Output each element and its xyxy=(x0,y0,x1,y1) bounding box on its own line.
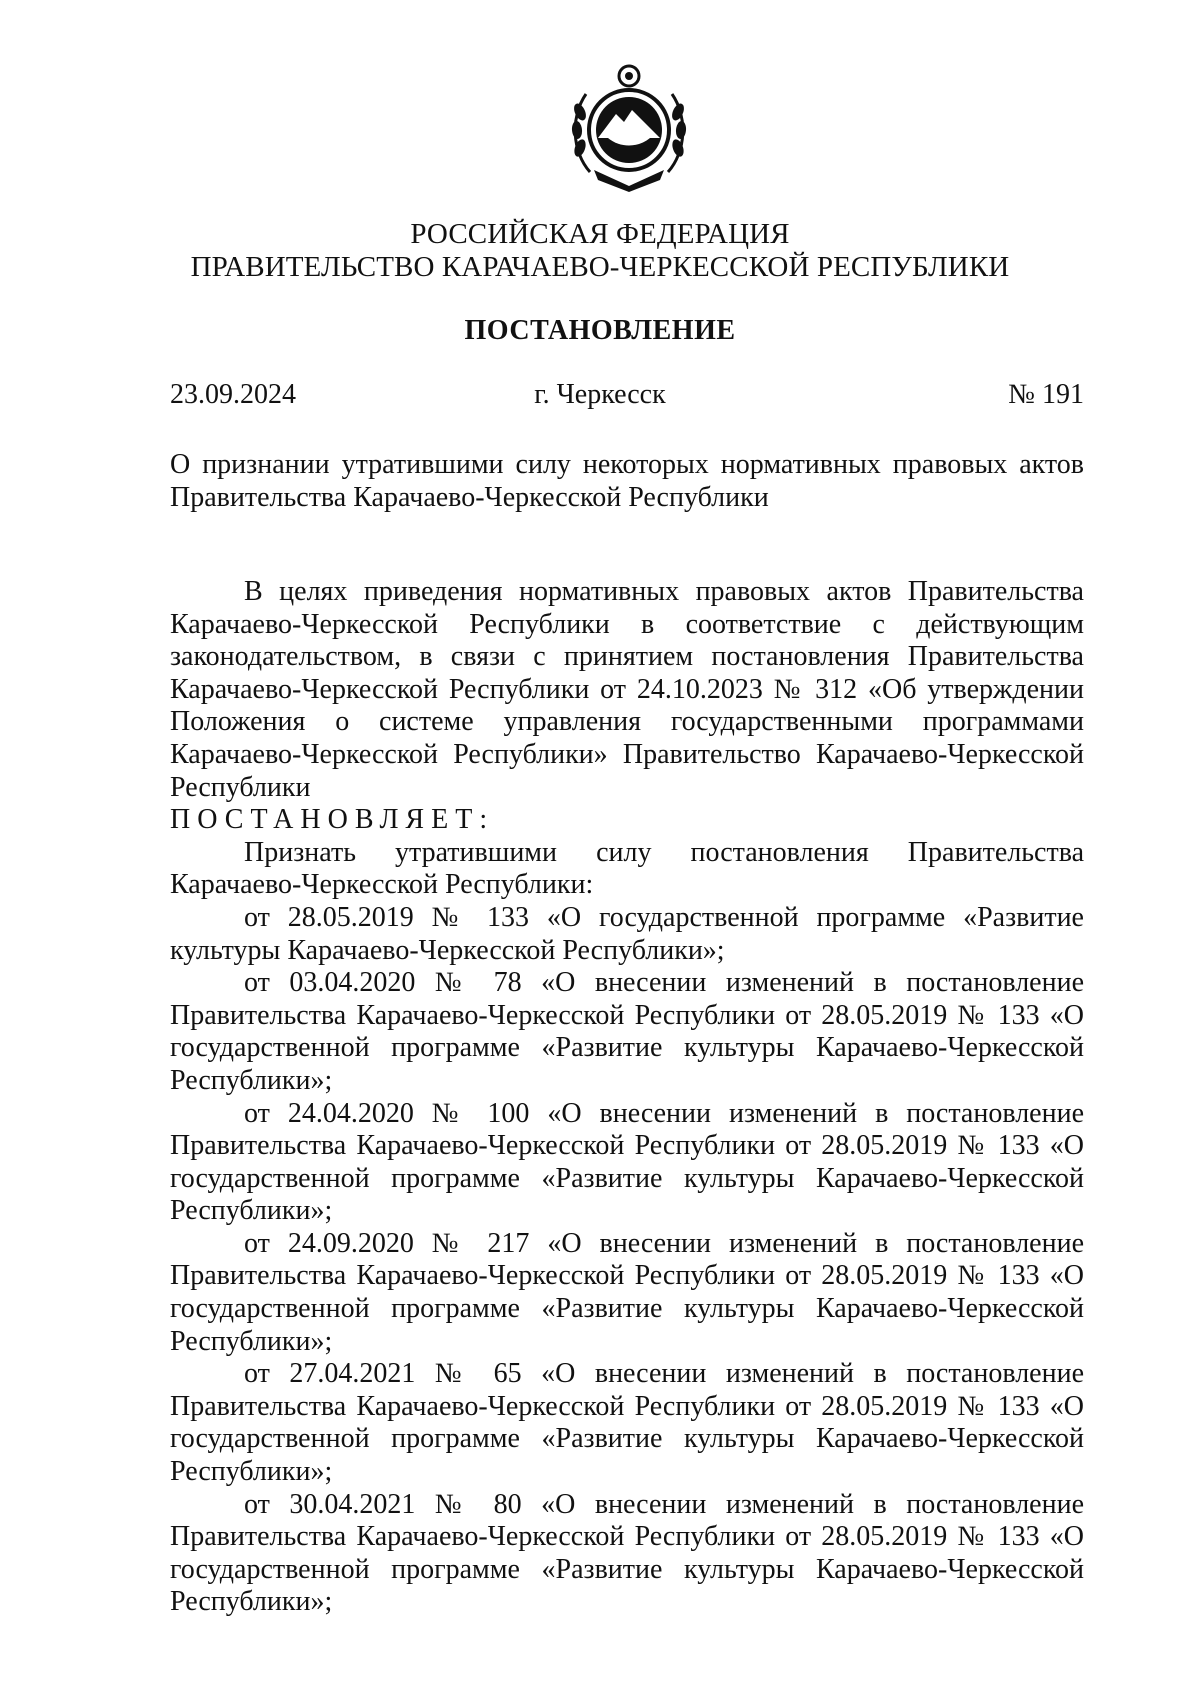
document-city: г. Черкесск xyxy=(534,379,666,410)
list-item: от 30.04.2021 № 80 «О внесении изменений в постановление Правительства Карачаево-Черкесской Республики от 28.05.2019 № 133 «О государственной программе «Развитие культуры Карачаево-Черкесской Республики»; xyxy=(170,1488,1084,1618)
coat-of-arms-icon xyxy=(568,62,690,192)
list-item: от 03.04.2020 № 78 «О внесении изменений в постановление Правительства Карачаево-Черкесской Республики от 28.05.2019 № 133 «О государственной программе «Развитие культуры Карачаево-Черкесской Республики»; xyxy=(170,967,1084,1096)
document-type-heading: ПОСТАНОВЛЕНИЕ xyxy=(464,315,736,346)
list-item: от 28.05.2019 № 133 «О государственной программе «Развитие культуры Карачаево-Черкесской Республики»; xyxy=(170,901,1084,966)
document-body xyxy=(170,576,1084,1619)
document-title: О признании утратившими силу некоторых нормативных правовых актов Правительства Карачаево-Черкесской Республики xyxy=(170,449,1084,513)
document-number: № 191 xyxy=(1008,379,1084,410)
list-item: от 24.09.2020 № 217 «О внесении изменений в постановление Правительства Карачаево-Черкесской Республики от 28.05.2019 № 133 «О государственной программе «Развитие культуры Карачаево-Черкесской Республики»; xyxy=(170,1227,1084,1357)
document-date: 23.09.2024 xyxy=(170,379,296,410)
list-item: от 27.04.2021 № 65 «О внесении изменений в постановление Правительства Карачаево-Черкесской Республики от 28.05.2019 № 133 «О государственной программе «Развитие культуры Карачаево-Черкесской Республики»; xyxy=(170,1358,1084,1488)
preamble-paragraph: В целях приведения нормативных правовых актов Правительства Карачаево-Черкесской Республики в соответствие с действующим законодательством, в связи с принятием постановления Правительства Карачаево-Черкесской Республики от 24.10.2023 № 312 «Об утверждении Положения о системе управления государственными программами Карачаево-Черкесской Республики» Правительство Карачаево-Черкесской Республики xyxy=(170,576,1084,803)
list-item: от 24.04.2020 № 100 «О внесении изменений в постановление Правительства Карачаево-Черкесской Республики от 28.05.2019 № 133 «О государственной программе «Развитие культуры Карачаево-Черкесской Республики»; xyxy=(170,1097,1084,1227)
lead-paragraph: Признать утратившими силу постановления Правительства Карачаево-Черкесской Республики: xyxy=(170,836,1084,901)
resolves-keyword: ПОСТАНОВЛЯЕТ: xyxy=(170,804,495,836)
government-heading: ПРАВИТЕЛЬСТВО КАРАЧАЕВО-ЧЕРКЕССКОЙ РЕСПУБЛИКИ xyxy=(190,251,1010,283)
country-heading: РОССИЙСКАЯ ФЕДЕРАЦИЯ xyxy=(410,218,790,250)
